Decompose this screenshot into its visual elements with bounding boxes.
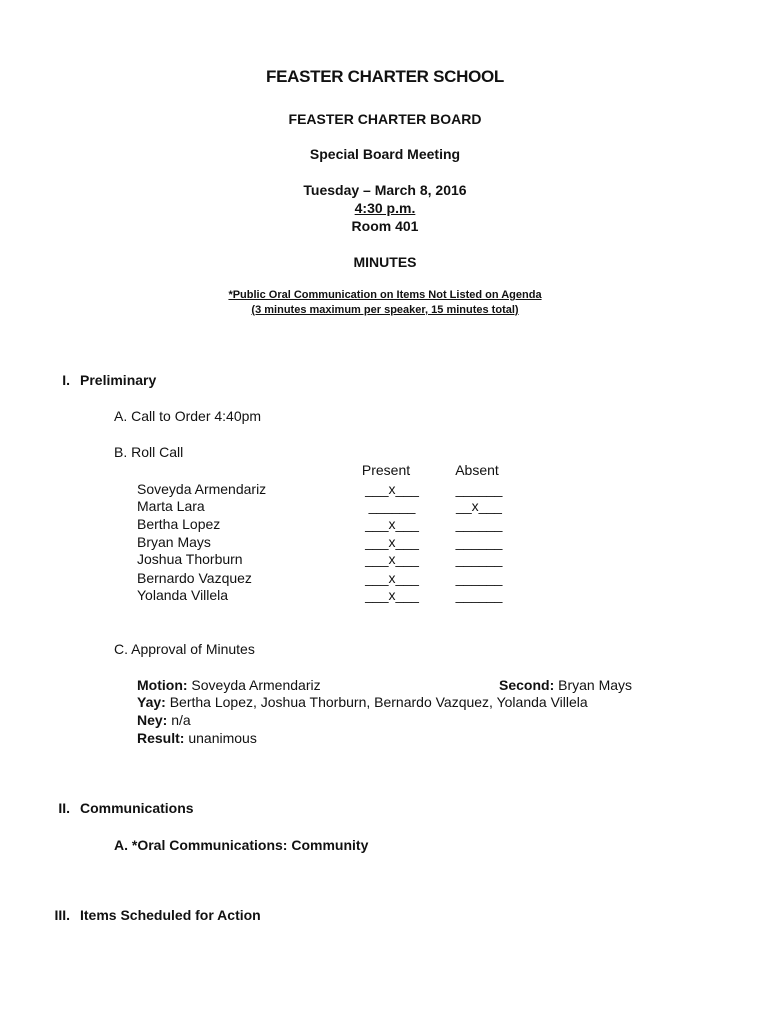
absent-mark: ______ bbox=[455, 516, 503, 532]
member-name: Yolanda Villela bbox=[137, 587, 229, 603]
result-value: unanimous bbox=[184, 730, 257, 746]
section-title-preliminary: Preliminary bbox=[80, 372, 157, 388]
meeting-type: Special Board Meeting bbox=[309, 146, 461, 162]
yay-line bbox=[137, 693, 588, 711]
motion-value: Soveyda Armendariz bbox=[187, 677, 321, 693]
result-label: Result: bbox=[137, 730, 185, 746]
member-name: Soveyda Armendariz bbox=[137, 481, 267, 497]
ney-value: n/a bbox=[167, 712, 191, 728]
absent-mark: ______ bbox=[455, 551, 503, 567]
section-number: III. bbox=[54, 907, 70, 923]
absent-mark: ______ bbox=[455, 481, 503, 497]
present-mark: ___x___ bbox=[365, 551, 419, 567]
call-to-order: A. Call to Order 4:40pm bbox=[114, 408, 262, 424]
member-name: Bernardo Vazquez bbox=[137, 570, 252, 586]
section-title-communications: Communications bbox=[80, 800, 194, 816]
present-mark: ___x___ bbox=[365, 570, 419, 586]
member-name: Bertha Lopez bbox=[137, 516, 221, 532]
oral-communication-limits: (3 minutes maximum per speaker, 15 minutes total) bbox=[251, 304, 519, 316]
oral-communication-note: *Public Oral Communication on Items Not Listed on Agenda bbox=[228, 289, 542, 301]
meeting-room: Room 401 bbox=[351, 218, 419, 234]
absent-mark: __x___ bbox=[456, 498, 502, 514]
ney-label: Ney: bbox=[137, 712, 168, 728]
oral-communications-item: A. *Oral Communications: Community bbox=[114, 837, 369, 853]
member-name: Joshua Thorburn bbox=[137, 551, 243, 567]
present-mark: ___x___ bbox=[365, 587, 419, 603]
board-title: FEASTER CHARTER BOARD bbox=[288, 111, 482, 127]
present-mark: ___x___ bbox=[365, 481, 419, 497]
approval-of-minutes: C. Approval of Minutes bbox=[114, 641, 255, 657]
member-name: Marta Lara bbox=[137, 498, 205, 514]
present-mark: ___x___ bbox=[365, 516, 419, 532]
section-title-items-for-action: Items Scheduled for Action bbox=[80, 907, 261, 923]
present-column-header: Present bbox=[361, 462, 411, 478]
ney-line bbox=[137, 711, 191, 729]
section-number: I. bbox=[62, 372, 70, 388]
present-mark: ___x___ bbox=[365, 534, 419, 550]
member-name: Bryan Mays bbox=[137, 534, 211, 550]
present-mark: ______ bbox=[368, 498, 416, 514]
second-label: Second: bbox=[499, 677, 555, 693]
section-number: II. bbox=[58, 800, 70, 816]
school-title: FEASTER CHARTER SCHOOL bbox=[265, 67, 505, 86]
second-line bbox=[499, 676, 632, 694]
second-value: Bryan Mays bbox=[554, 677, 633, 693]
roll-call-heading: B. Roll Call bbox=[114, 444, 184, 460]
motion-label: Motion: bbox=[137, 677, 188, 693]
document-type: MINUTES bbox=[353, 254, 417, 270]
absent-mark: ______ bbox=[455, 570, 503, 586]
absent-mark: ______ bbox=[455, 587, 503, 603]
yay-value: Bertha Lopez, Joshua Thorburn, Bernardo Vazquez, Yolanda Villela bbox=[165, 694, 588, 710]
motion-line bbox=[137, 676, 321, 694]
meeting-time: 4:30 p.m. bbox=[354, 200, 416, 216]
meeting-date: Tuesday – March 8, 2016 bbox=[303, 182, 467, 198]
absent-column-header: Absent bbox=[455, 462, 499, 478]
yay-label: Yay: bbox=[137, 694, 166, 710]
result-line bbox=[137, 729, 257, 747]
absent-mark: ______ bbox=[455, 534, 503, 550]
